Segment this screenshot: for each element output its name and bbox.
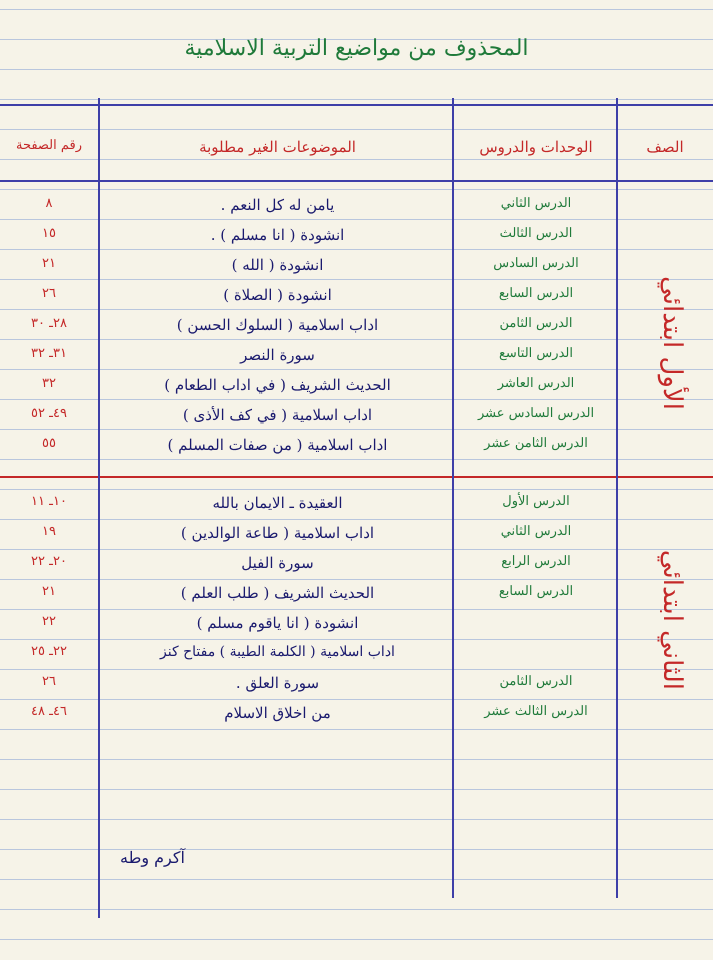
column-divider-page	[98, 98, 100, 918]
topic-cell: من اخلاق الاسلام	[224, 704, 331, 722]
grade-separator-rule	[0, 476, 713, 478]
topic-cell: الحديث الشريف ( طلب العلم )	[180, 584, 375, 602]
page-cell: ٥٥	[42, 436, 56, 451]
topic-cell: الحديث الشريف ( في اداب الطعام )	[164, 376, 391, 394]
page-cell: ١٥	[42, 226, 56, 241]
grade-label-second: الثاني ابتدائي	[657, 549, 687, 690]
grade-label-first: الأول ابتدائي	[657, 276, 687, 410]
topic-cell: اداب اسلامية ( من صفات المسلم )	[167, 436, 388, 454]
topic-cell: يامن له كل النعم .	[220, 196, 335, 214]
column-divider-units	[616, 98, 618, 898]
page-cell: ٢٦	[42, 286, 56, 301]
page-cell: ٢٢	[42, 614, 56, 629]
lesson-cell: الدرس السادس	[493, 256, 579, 271]
header-units: الوحدات والدروس	[479, 138, 593, 156]
header-grade: الصف	[646, 138, 684, 156]
lesson-cell: الدرس الثامن	[499, 316, 573, 331]
page-cell: ٣٢	[42, 376, 56, 391]
page-cell: ٤٦ـ ٤٨	[31, 704, 67, 719]
page-title: المحذوف من مواضيع التربية الاسلامية	[184, 36, 529, 61]
lesson-cell: الدرس الثالث	[499, 226, 573, 241]
page-cell: ٢٦	[42, 674, 56, 689]
topic-cell: اداب اسلامية ( طاعة الوالدين )	[180, 524, 375, 542]
page-cell: ٢٢ـ ٢٥	[31, 644, 67, 659]
page-cell: ٣١ـ ٣٢	[31, 346, 67, 361]
lesson-cell: الدرس الأول	[502, 494, 570, 509]
lesson-cell: الدرس السابع	[498, 286, 574, 301]
lesson-cell: الدرس الثاني	[500, 196, 572, 211]
page-cell: ٢١	[42, 584, 56, 599]
lesson-cell: الدرس الثاني	[500, 524, 572, 539]
signature: آكرم وطه	[120, 848, 185, 867]
topic-cell: سورة العلق .	[235, 674, 320, 692]
page-cell: ٢٨ـ ٣٠	[31, 316, 67, 331]
lesson-cell: الدرس الثامن	[499, 674, 573, 689]
topic-cell: العقيدة ـ الايمان بالله	[212, 494, 343, 512]
topic-cell: اداب اسلامية ( الكلمة الطيبة ) مفتاح كنز	[160, 644, 395, 660]
topic-cell: انشودة ( انا ياقوم مسلم )	[196, 614, 359, 632]
table-top-rule	[0, 104, 713, 106]
header-bottom-rule	[0, 180, 713, 182]
page-cell: ٢٠ـ ٢٢	[31, 554, 67, 569]
topic-cell: اداب اسلامية ( السلوك الحسن )	[176, 316, 379, 334]
lesson-cell: الدرس السابع	[498, 584, 574, 599]
header-page: رقم الصفحة	[15, 138, 83, 153]
topic-cell: سورة النصر	[240, 346, 315, 364]
column-divider-topics	[452, 98, 454, 898]
page-cell: ٨	[45, 196, 53, 211]
lesson-cell: الدرس التاسع	[499, 346, 573, 361]
lesson-cell: الدرس الرابع	[501, 554, 571, 569]
topic-cell: سورة الفيل	[241, 554, 314, 572]
topic-cell: اداب اسلامية ( في كف الأذى )	[182, 406, 373, 424]
page-cell: ١٠ـ ١١	[31, 494, 67, 509]
page-cell: ٢١	[42, 256, 56, 271]
lesson-cell: الدرس الثالث عشر	[484, 704, 588, 719]
topic-cell: انشودة ( الله )	[231, 256, 324, 274]
header-topics: الموضوعات الغير مطلوبة	[199, 138, 356, 156]
lesson-cell: الدرس الثامن عشر	[484, 436, 588, 451]
lesson-cell: الدرس السادس عشر	[477, 406, 595, 421]
lesson-cell: الدرس العاشر	[497, 376, 575, 391]
topic-cell: انشودة ( انا مسلم ) .	[210, 226, 345, 244]
page-cell: ٤٩ـ ٥٢	[31, 406, 67, 421]
topic-cell: انشودة ( الصلاة )	[223, 286, 332, 304]
page-cell: ١٩	[42, 524, 56, 539]
